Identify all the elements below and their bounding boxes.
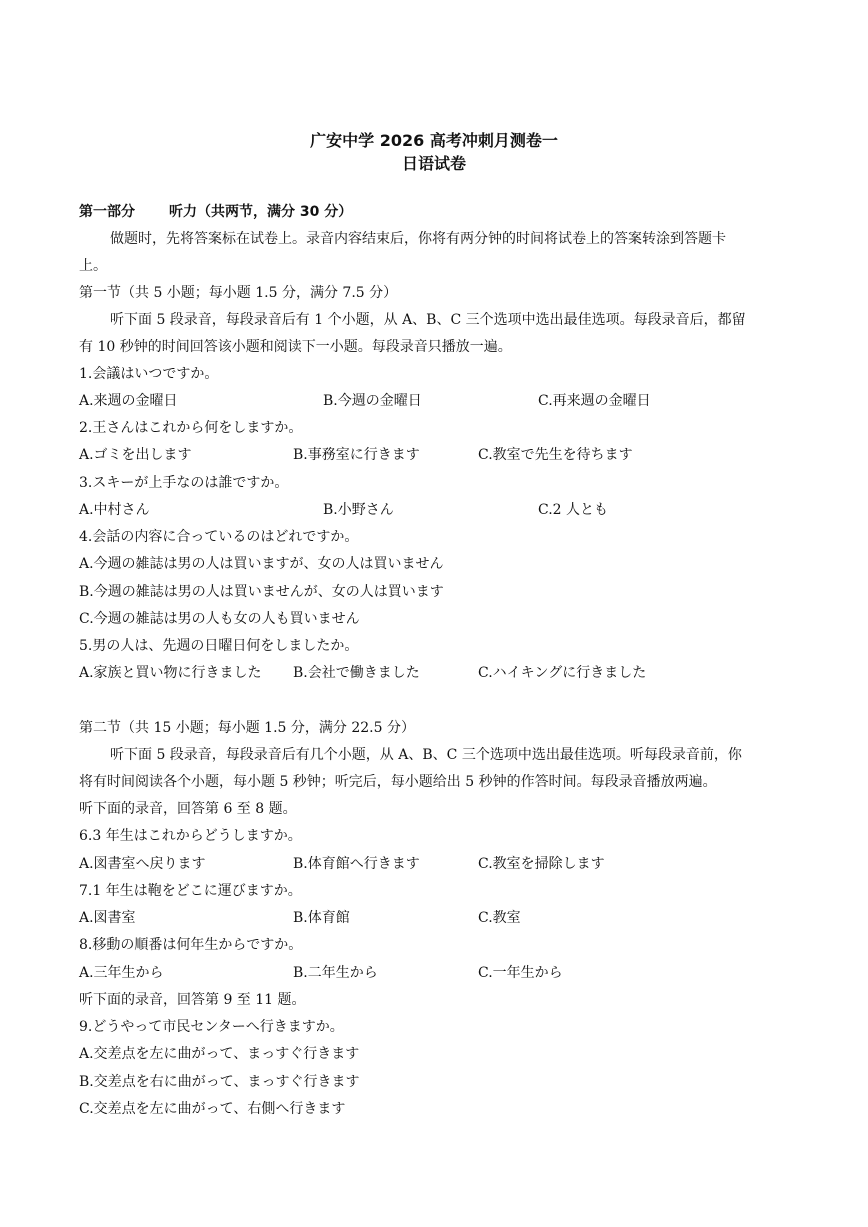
exam-subtitle: 日语试卷 [401, 154, 466, 173]
question-2-option-b: B.事務室に行きます [293, 447, 420, 463]
exam-title: 广安中学 2026 高考冲刺月测卷一 [310, 131, 558, 150]
question-1-option-c: C.再来週の金曜日 [538, 393, 651, 409]
question-4-option-b: B.今週の雑誌は男の人は買いませんが、女の人は買います [79, 584, 444, 600]
question-4-option-c: C.今週の雑誌は男の人も女の人も買いません [79, 611, 360, 627]
question-8-option-c: C.一年生から [478, 965, 563, 981]
part1-name: 听力（共两节，满分 30 分） [169, 204, 353, 220]
question-3-option-a: A.中村さん [79, 502, 150, 518]
question-4-option-a: A.今週の雑誌は男の人は買いますが、女の人は買いません [79, 556, 444, 572]
part1-label: 第一部分 [79, 204, 135, 220]
question-6-option-b: B.体育館へ行きます [293, 856, 420, 872]
question-2-option-c: C.教室で先生を待ちます [478, 447, 633, 463]
section2-group1-instruction: 听下面的录音，回答第 6 至 8 题。 [79, 801, 297, 817]
question-5: 5.男の人は、先週の日曜日何をしましたか。 [79, 638, 359, 654]
question-8-option-a: A.三年生から [79, 965, 164, 981]
question-2: 2.王さんはこれから何をしますか。 [79, 420, 303, 436]
question-5-option-a: A.家族と買い物に行きました [79, 665, 262, 681]
question-7-option-a: A.図書室 [79, 910, 136, 926]
part1-instruction-line2: 上。 [79, 258, 107, 274]
question-2-option-a: A.ゴミを出します [79, 447, 192, 463]
part1-heading [79, 202, 352, 222]
section1-title: 第一节（共 5 小题；每小题 1.5 分，满分 7.5 分） [79, 285, 398, 301]
question-5-option-c: C.ハイキングに行きました [478, 665, 647, 681]
question-9: 9.どうやって市民センターへ行きますか。 [79, 1019, 344, 1035]
section2-group2-instruction: 听下面的录音，回答第 9 至 11 题。 [79, 992, 306, 1008]
question-3-option-b: B.小野さん [323, 502, 394, 518]
question-1: 1.会議はいつですか。 [79, 366, 219, 382]
question-9-option-b: B.交差点を右に曲がって、まっすぐ行きます [79, 1074, 360, 1090]
question-7-option-c: C.教室 [478, 910, 521, 926]
section1-instruction-line1: 听下面 5 段录音，每段录音后有 1 个小题，从 A、B、C 三个选项中选出最佳选项。每段录音后，都留 [110, 312, 746, 328]
question-8-option-b: B.二年生から [293, 965, 378, 981]
question-3: 3.スキーが上手なのは誰ですか。 [79, 475, 289, 491]
question-7: 7.1 年生は鞄をどこに運びますか。 [79, 883, 302, 899]
question-5-option-b: B.会社で働きました [293, 665, 420, 681]
section2-title: 第二节（共 15 小题；每小题 1.5 分，满分 22.5 分） [79, 720, 415, 736]
question-9-option-c: C.交差点を左に曲がって、右側へ行きます [79, 1101, 346, 1117]
question-6-option-c: C.教室を掃除します [478, 856, 605, 872]
question-6-option-a: A.図書室へ戻ります [79, 856, 206, 872]
section2-instruction-line1: 听下面 5 段录音，每段录音后有几个小题，从 A、B、C 三个选项中选出最佳选项。听每段录音前，你 [110, 747, 742, 763]
question-3-option-c: C.2 人とも [538, 502, 609, 518]
question-4: 4.会話の内容に合っているのはどれですか。 [79, 529, 359, 545]
question-8: 8.移動の順番は何年生からですか。 [79, 937, 303, 953]
question-1-option-a: A.来週の金曜日 [79, 393, 178, 409]
section2-instruction-line2: 将有时间阅读各个小题，每小题 5 秒钟；听完后，每小题给出 5 秒钟的作答时间。每段录音播放两遍。 [79, 774, 717, 790]
question-1-option-b: B.今週の金曜日 [323, 393, 422, 409]
part1-instruction-line1: 做题时，先将答案标在试卷上。录音内容结束后，你将有两分钟的时间将试卷上的答案转涂到答题卡 [110, 231, 726, 247]
question-7-option-b: B.体育館 [293, 910, 350, 926]
question-9-option-a: A.交差点を左に曲がって、まっすぐ行きます [79, 1046, 360, 1062]
question-6: 6.3 年生はこれからどうしますか。 [79, 828, 302, 844]
section1-instruction-line2: 有 10 秒钟的时间回答该小题和阅读下一小题。每段录音只播放一遍。 [79, 339, 512, 355]
